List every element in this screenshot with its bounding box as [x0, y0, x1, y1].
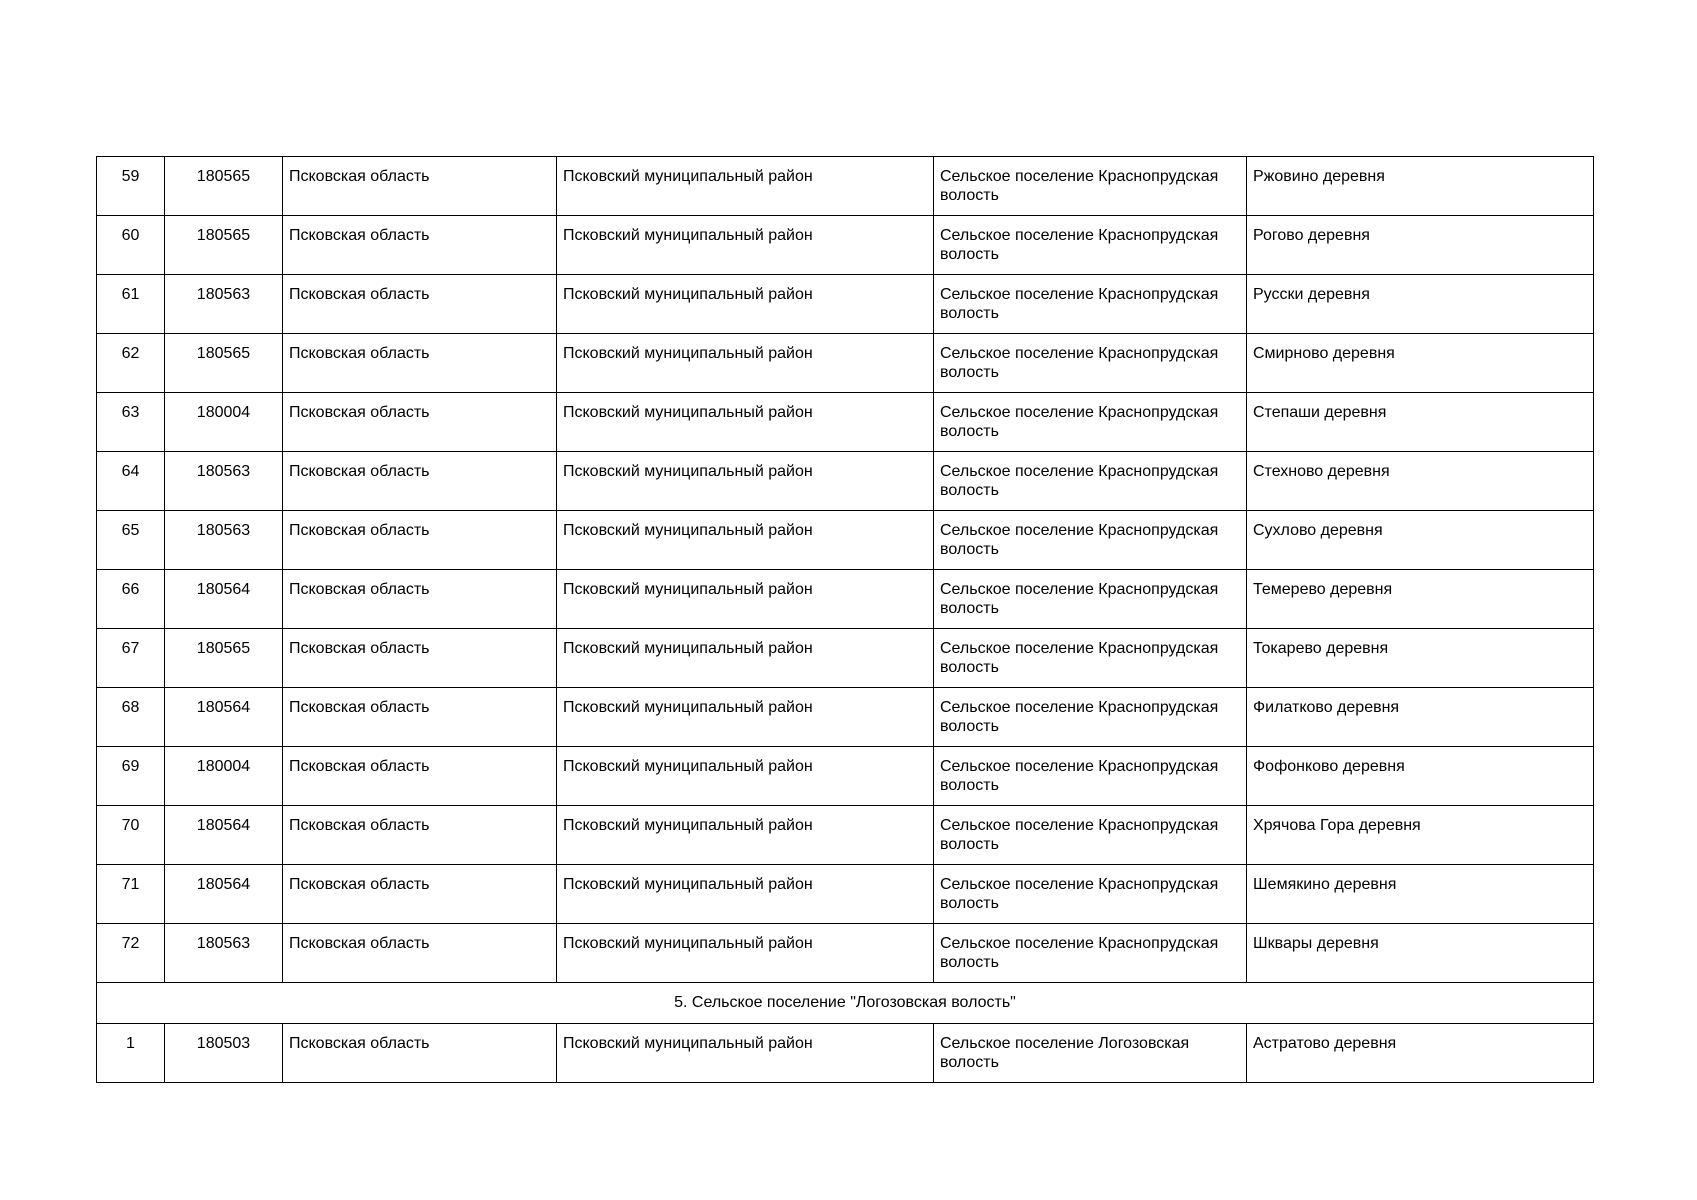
- row-number: 59: [97, 157, 165, 216]
- row-number: 66: [97, 570, 165, 629]
- locality-cell: Фофонково деревня: [1247, 747, 1594, 806]
- region-cell: Псковская область: [283, 511, 557, 570]
- region-cell: Псковская область: [283, 747, 557, 806]
- district-cell: Псковский муниципальный район: [557, 688, 934, 747]
- row-number: 68: [97, 688, 165, 747]
- settlement-cell: Сельское поселение Краснопрудская волость: [934, 806, 1247, 865]
- locality-cell: Хрячова Гора деревня: [1247, 806, 1594, 865]
- row-number: 1: [97, 1024, 165, 1083]
- row-number: 63: [97, 393, 165, 452]
- district-cell: Псковский муниципальный район: [557, 275, 934, 334]
- table-row: [97, 393, 1594, 452]
- locality-cell: Ржовино деревня: [1247, 157, 1594, 216]
- postal-index: 180563: [165, 511, 283, 570]
- locality-cell: Темерево деревня: [1247, 570, 1594, 629]
- row-number: 67: [97, 629, 165, 688]
- region-cell: Псковская область: [283, 1024, 557, 1083]
- row-number: 64: [97, 452, 165, 511]
- postal-index: 180563: [165, 452, 283, 511]
- region-cell: Псковская область: [283, 216, 557, 275]
- locality-cell: Шквары деревня: [1247, 924, 1594, 983]
- settlement-cell: Сельское поселение Краснопрудская волость: [934, 629, 1247, 688]
- postal-index: 180564: [165, 688, 283, 747]
- locality-cell: Сухлово деревня: [1247, 511, 1594, 570]
- district-cell: Псковский муниципальный район: [557, 629, 934, 688]
- settlement-cell: Сельское поселение Краснопрудская волость: [934, 275, 1247, 334]
- settlement-cell: Сельское поселение Краснопрудская волость: [934, 924, 1247, 983]
- row-number: 60: [97, 216, 165, 275]
- district-cell: Псковский муниципальный район: [557, 1024, 934, 1083]
- district-cell: Псковский муниципальный район: [557, 157, 934, 216]
- region-cell: Псковская область: [283, 157, 557, 216]
- region-cell: Псковская область: [283, 806, 557, 865]
- district-cell: Псковский муниципальный район: [557, 924, 934, 983]
- table-row: [97, 511, 1594, 570]
- postal-index: 180565: [165, 157, 283, 216]
- table-body-logozovskaya: [97, 1024, 1594, 1083]
- district-cell: Псковский муниципальный район: [557, 334, 934, 393]
- locality-cell: Шемякино деревня: [1247, 865, 1594, 924]
- table-row: [97, 452, 1594, 511]
- settlements-table: [96, 156, 1594, 1083]
- settlement-cell: Сельское поселение Краснопрудская волость: [934, 570, 1247, 629]
- locality-cell: Рогово деревня: [1247, 216, 1594, 275]
- row-number: 61: [97, 275, 165, 334]
- table-row: [97, 629, 1594, 688]
- row-number: 72: [97, 924, 165, 983]
- table-body-krasnoprudskaya: [97, 157, 1594, 983]
- postal-index: 180565: [165, 629, 283, 688]
- settlement-cell: Сельское поселение Краснопрудская волость: [934, 157, 1247, 216]
- region-cell: Псковская область: [283, 688, 557, 747]
- district-cell: Псковский муниципальный район: [557, 747, 934, 806]
- row-number: 62: [97, 334, 165, 393]
- region-cell: Псковская область: [283, 629, 557, 688]
- region-cell: Псковская область: [283, 334, 557, 393]
- locality-cell: Астратово деревня: [1247, 1024, 1594, 1083]
- locality-cell: Токарево деревня: [1247, 629, 1594, 688]
- postal-index: 180565: [165, 216, 283, 275]
- table-row: [97, 865, 1594, 924]
- locality-cell: Стехново деревня: [1247, 452, 1594, 511]
- settlement-cell: Сельское поселение Краснопрудская волость: [934, 747, 1247, 806]
- region-cell: Псковская область: [283, 275, 557, 334]
- district-cell: Псковский муниципальный район: [557, 216, 934, 275]
- table-row: [97, 275, 1594, 334]
- postal-index: 180004: [165, 747, 283, 806]
- table-row: [97, 688, 1594, 747]
- table-row: [97, 806, 1594, 865]
- table-row: [97, 157, 1594, 216]
- row-number: 71: [97, 865, 165, 924]
- locality-cell: Русски деревня: [1247, 275, 1594, 334]
- postal-index: 180565: [165, 334, 283, 393]
- locality-cell: Филатково деревня: [1247, 688, 1594, 747]
- row-number: 69: [97, 747, 165, 806]
- postal-index: 180004: [165, 393, 283, 452]
- settlement-cell: Сельское поселение Краснопрудская волость: [934, 452, 1247, 511]
- section-heading: 5. Сельское поселение "Логозовская волость": [97, 983, 1594, 1024]
- row-number: 65: [97, 511, 165, 570]
- locality-cell: Степаши деревня: [1247, 393, 1594, 452]
- district-cell: Псковский муниципальный район: [557, 393, 934, 452]
- postal-index: 180564: [165, 865, 283, 924]
- table-section: [97, 983, 1594, 1024]
- postal-index: 180503: [165, 1024, 283, 1083]
- table-row: [97, 216, 1594, 275]
- region-cell: Псковская область: [283, 865, 557, 924]
- district-cell: Псковский муниципальный район: [557, 865, 934, 924]
- region-cell: Псковская область: [283, 924, 557, 983]
- settlement-cell: Сельское поселение Краснопрудская волость: [934, 511, 1247, 570]
- postal-index: 180563: [165, 275, 283, 334]
- district-cell: Псковский муниципальный район: [557, 511, 934, 570]
- region-cell: Псковская область: [283, 452, 557, 511]
- settlement-cell: Сельское поселение Краснопрудская волость: [934, 334, 1247, 393]
- region-cell: Псковская область: [283, 570, 557, 629]
- section-heading-row: [97, 983, 1594, 1024]
- postal-index: 180564: [165, 570, 283, 629]
- postal-index: 180564: [165, 806, 283, 865]
- settlement-cell: Сельское поселение Краснопрудская волость: [934, 216, 1247, 275]
- table-row: [97, 1024, 1594, 1083]
- settlement-cell: Сельское поселение Логозовская волость: [934, 1024, 1247, 1083]
- settlement-cell: Сельское поселение Краснопрудская волость: [934, 688, 1247, 747]
- postal-index: 180563: [165, 924, 283, 983]
- region-cell: Псковская область: [283, 393, 557, 452]
- row-number: 70: [97, 806, 165, 865]
- settlement-cell: Сельское поселение Краснопрудская волость: [934, 865, 1247, 924]
- district-cell: Псковский муниципальный район: [557, 806, 934, 865]
- locality-cell: Смирново деревня: [1247, 334, 1594, 393]
- district-cell: Псковский муниципальный район: [557, 570, 934, 629]
- settlement-cell: Сельское поселение Краснопрудская волость: [934, 393, 1247, 452]
- table-row: [97, 334, 1594, 393]
- table-row: [97, 924, 1594, 983]
- district-cell: Псковский муниципальный район: [557, 452, 934, 511]
- table-row: [97, 570, 1594, 629]
- table-row: [97, 747, 1594, 806]
